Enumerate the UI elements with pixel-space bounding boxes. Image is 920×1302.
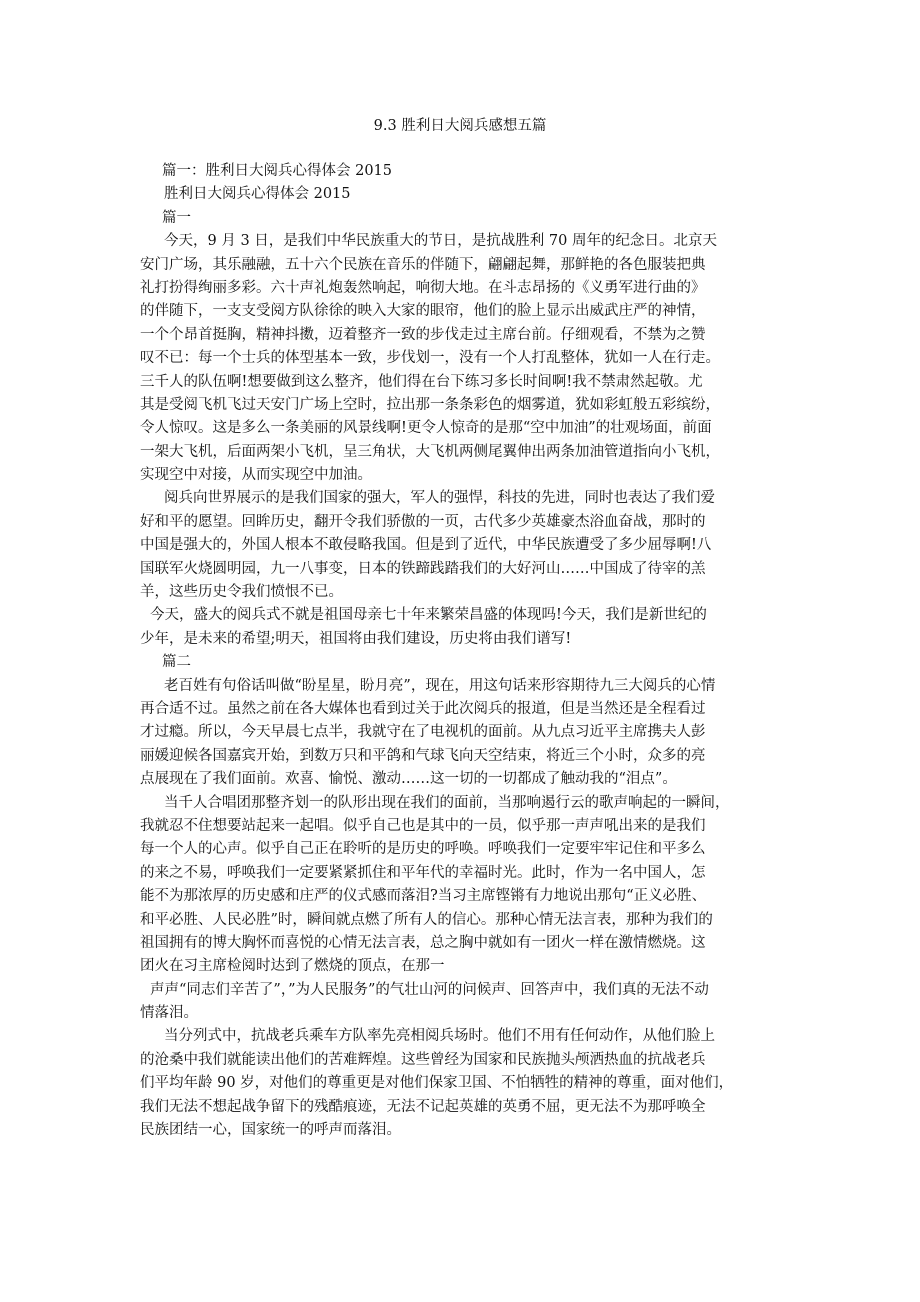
text-line: 和平必胜、人民必胜”时，瞬间就点燃了所有人的信心。那种心情无法言表，那种为我们的 [140, 911, 713, 928]
text-line: 声声“同志们辛苦了”，”为人民服务”的气壮山河的问候声、回答声中，我们真的无法不动 [150, 981, 709, 998]
text-line: 当千人合唱团那整齐划一的队形出现在我们的面前，当那响遏行云的歌声响起的一瞬间， [164, 794, 730, 811]
text-line: 的伴随下，一支支受阅方队徐徐的映入大家的眼帘，他们的脸上显示出威武庄严的神情， [140, 303, 706, 320]
text-line: 的来之不易，呼唤我们一定要紧紧抓住和平年代的幸福时光。此时，作为一名中国人，怎 [140, 864, 706, 881]
text-line: 好和平的愿望。回眸历史，翻开令我们骄傲的一页，古代多少英雄豪杰浴血奋战，那时的 [140, 513, 706, 530]
text-line: 其是受阅飞机飞过天安门广场上空时，拉出那一条条彩色的烟雾道，犹如彩虹般五彩缤纷， [140, 396, 720, 413]
text-line: 当分列式中，抗战老兵乘车方队率先亮相阅兵场时。他们不用有任何动作，从他们脸上 [164, 1028, 715, 1045]
text-line: 才过瘾。所以，今天早晨七点半，我就守在了电视机的面前。从九点习近平主席携夫人彭 [140, 724, 706, 741]
text-line: 叹不已：每一个士兵的体型基本一致，步伐划一，没有一个人打乱整体，犹如一人在行走。 [140, 350, 720, 367]
text-line: 胜利日大阅兵心得体会 2015 [164, 186, 351, 203]
text-line: 国联军火烧圆明园，九一八事变，日本的铁蹄践踏我们的大好河山……中国成了待宰的羔 [140, 560, 706, 577]
text-line: 令人惊叹。这是多么一条美丽的风景线啊!更令人惊奇的是那“空中加油”的壮观场面，前面 [140, 420, 712, 437]
text-line: 每一个人的心声。似乎自己正在聆听的是历史的呼唤。呼唤我们一定要牢牢记住和平多么 [140, 841, 706, 858]
text-line: 今天，9 月 3 日，是我们中华民族重大的节日，是抗战胜利 70 周年的纪念日。北京天 [164, 233, 717, 250]
document-title: 9.3 胜利日大阅兵感想五篇 [373, 118, 547, 134]
text-line: 中国是强大的，外国人根本不敢侵略我国。但是到了近代，中华民族遭受了多少屈辱啊!八 [140, 537, 712, 554]
text-line: 我们无法不想起战争留下的残酷痕迹，无法不记起英雄的英勇不屈，更无法不为那呼唤全 [140, 1098, 706, 1115]
text-line: 阅兵向世界展示的是我们国家的强大，军人的强悍，科技的先进，同时也表达了我们爱 [164, 490, 715, 507]
text-line: 三千人的队伍啊!想要做到这么整齐，他们得在台下练习多长时间啊!我不禁肃然起敬。尤 [140, 373, 703, 390]
text-line: 祖国拥有的博大胸怀而喜悦的心情无法言表，总之胸中就如有一团火一样在激情燃烧。这 [140, 934, 706, 951]
text-line: 能不为那浓厚的历史感和庄严的仪式感而落泪?当习主席铿锵有力地说出那句“正义必胜、 [140, 888, 707, 905]
text-line: 篇一：胜利日大阅兵心得体会 2015 [162, 163, 393, 179]
text-line: 篇一 [162, 209, 191, 226]
text-line: 实现空中对接，从而实现空中加油。 [140, 467, 372, 484]
text-line: 一个个昂首挺胸，精神抖擞，迈着整齐一致的步伐走过主席台前。仔细观看，不禁为之赞 [140, 326, 706, 343]
text-line: 丽媛迎候各国嘉宾开始，到数万只和平鸽和气球飞向天空结束，将近三个小时，众多的亮 [140, 747, 706, 764]
text-line: 礼打扮得绚丽多彩。六十声礼炮轰然响起，响彻大地。在斗志昂扬的《义勇军进行曲的》 [140, 279, 706, 296]
text-line: 们平均年龄 90 岁，对他们的尊重更是对他们保家卫国、不怕牺牲的精神的尊重，面对他们， [140, 1075, 734, 1092]
text-line: 团火在习主席检阅时达到了燃烧的顶点，在那一 [140, 958, 445, 975]
text-line: 羊，这些历史令我们愤恨不已。 [140, 584, 343, 601]
document-body [140, 160, 800, 1142]
text-line: 的沧桑中我们就能读出他们的苦难辉煌。这些曾经为国家和民族抛头颅洒热血的抗战老兵 [140, 1051, 706, 1068]
text-line: 情落泪。 [140, 1005, 198, 1022]
text-line: 点展现在了我们面前。欢喜、愉悦、激动……这一切的一切都成了触动我的“泪点”。 [140, 771, 677, 788]
text-line: 老百姓有句俗话叫做“盼星星，盼月亮”，现在，用这句话来形容期待九三大阅兵的心情 [164, 677, 716, 694]
text-line: 少年，是未来的希望;明天，祖国将由我们建设，历史将由我们谱写! [140, 630, 572, 647]
text-line: 我就忍不住想要站起来一起唱。似乎自己也是其中的一员，似乎那一声声吼出来的是我们 [140, 817, 706, 834]
text-line: 今天，盛大的阅兵式不就是祖国母亲七十年来繁荣昌盛的体现吗!今天，我们是新世纪的 [150, 607, 707, 624]
text-line: 民族团结一心，国家统一的呼声而落泪。 [140, 1122, 401, 1139]
text-line: 一架大飞机，后面两架小飞机，呈三角状，大飞机两侧尾翼伸出两条加油管道指向小飞机， [140, 443, 720, 460]
text-line: 篇二 [162, 654, 191, 671]
text-line: 安门广场，其乐融融，五十六个民族在音乐的伴随下，翩翩起舞，那鲜艳的各色服装把典 [140, 256, 706, 273]
text-line: 再合适不过。虽然之前在各大媒体也看到过关于此次阅兵的报道，但是当然还是全程看过 [140, 700, 706, 717]
